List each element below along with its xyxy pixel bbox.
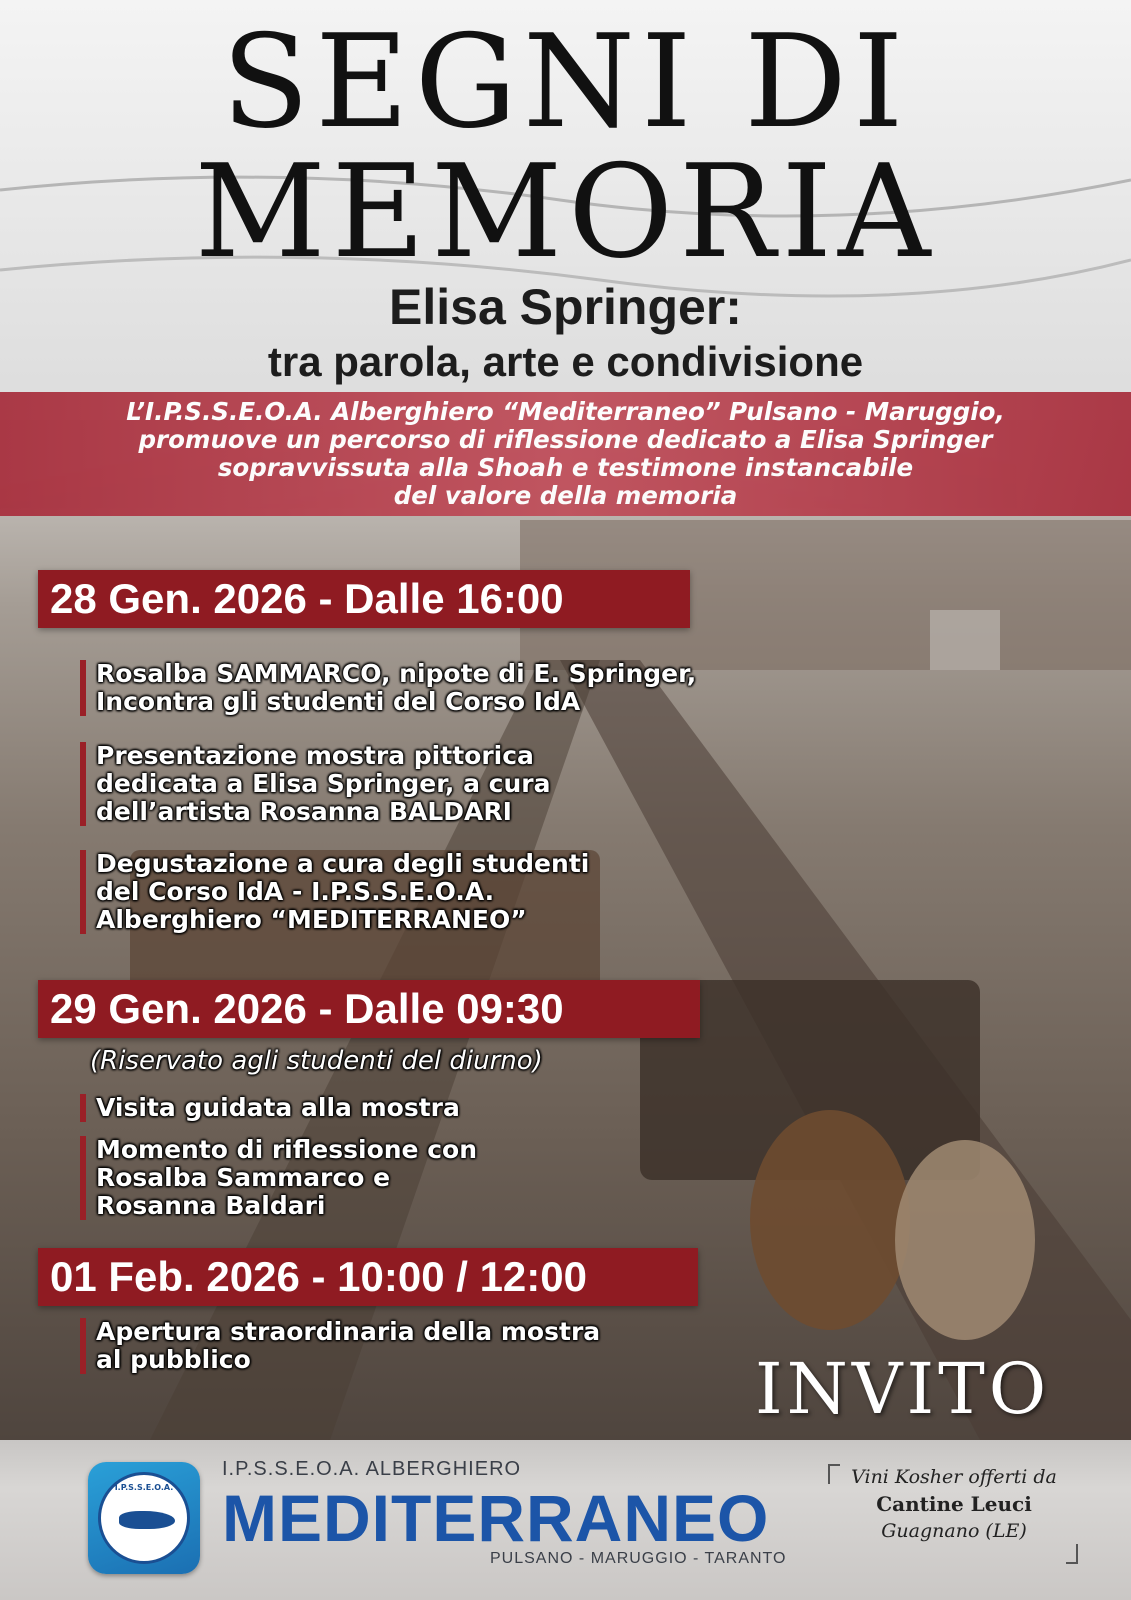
sponsor-name: Cantine Leuci xyxy=(876,1492,1032,1516)
places-line: PULSANO - MARUGGIO - TARANTO xyxy=(490,1550,787,1567)
event-item: Degustazione a cura degli studenti del Corso IdA - I.P.S.S.E.O.A. Alberghiero “MEDITERRANEO” xyxy=(80,850,589,934)
event-item: Presentazione mostra pittorica dedicata a Elisa Springer, a cura dell’artista Rosanna BALDARI xyxy=(80,742,550,826)
subtitle-line-2: tra parola, arte e condivisione xyxy=(267,338,864,385)
mediterranean-map-icon xyxy=(119,1511,175,1529)
intro-text: L’I.P.S.S.E.O.A. Alberghiero “Mediterraneo” Pulsano - Maruggio, promuove un percorso di riflessione dedicato a Elisa Springer sopravvissuta alla Shoah e testimone instancabile del valore della memoria xyxy=(126,397,1005,510)
intro-banner xyxy=(0,392,1131,516)
event-item: Apertura straordinaria della mostra al pubblico xyxy=(80,1318,600,1374)
brand-name: MEDITERRANEO xyxy=(222,1481,770,1555)
event-item: Rosalba SAMMARCO, nipote di E. Springer, Incontra gli studenti del Corso IdA xyxy=(80,660,696,716)
reserved-note: (Riservato agli studenti del diurno) xyxy=(90,1046,543,1076)
event-item: Momento di riflessione con Rosalba Sammarco e Rosanna Baldari xyxy=(80,1136,477,1220)
title-line-2: MEMORIA xyxy=(194,138,937,287)
school-logo xyxy=(88,1462,200,1574)
date-banner-2: 29 Gen. 2026 - Dalle 09:30 xyxy=(38,980,700,1038)
date-banner-1: 28 Gen. 2026 - Dalle 16:00 xyxy=(38,570,690,628)
logo-circle xyxy=(98,1472,190,1564)
event-item: Visita guidata alla mostra xyxy=(80,1094,460,1122)
subtitle-line-1: Elisa Springer: xyxy=(389,279,742,335)
title-line-1: SEGNI DI xyxy=(221,8,910,157)
invito-label: INVITO xyxy=(755,1348,1051,1430)
sponsor-frame-corner xyxy=(1066,1544,1078,1564)
sponsor-line-1: Vini Kosher offerti da xyxy=(851,1466,1057,1488)
sponsor-block xyxy=(834,1466,1074,1542)
date-banner-3: 01 Feb. 2026 - 10:00 / 12:00 xyxy=(38,1248,698,1306)
logo-text: I.P.S.S.E.O.A. xyxy=(114,1483,174,1492)
institute-line: I.P.S.S.E.O.A. ALBERGHIERO xyxy=(222,1458,522,1480)
sponsor-location: Guagnano (LE) xyxy=(881,1520,1027,1542)
